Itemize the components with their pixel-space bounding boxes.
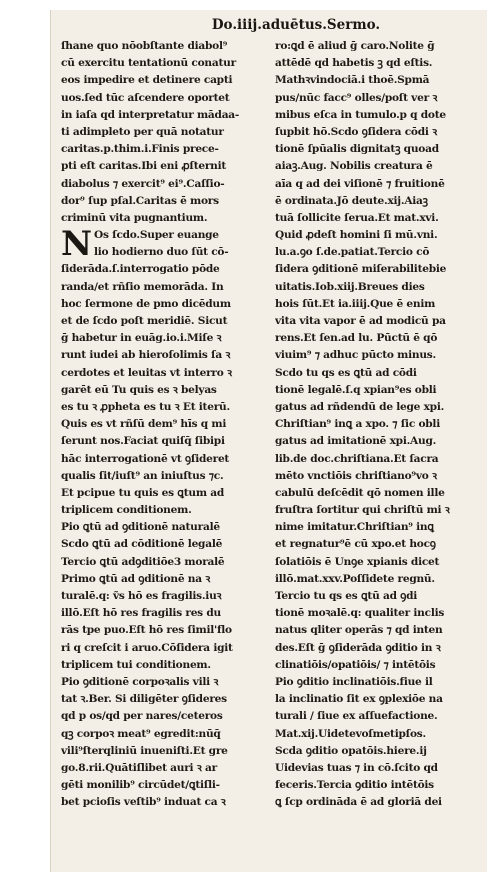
text-line: tuā ſollicite ſerua.Et mat.xvi.: [275, 211, 439, 224]
text-line: garēt eū Tu quis es ꝛ belyas: [61, 383, 217, 396]
text-line: fruſtra ſortitur qui chriſtū mi ꝛ: [275, 504, 450, 517]
text-line: pti eſt caritas.Ibi eni ꝓſternit: [61, 160, 227, 173]
text-line: et de ſcdo poſt meridiē. Sicut: [61, 315, 228, 327]
text-line: ſiderāda.ſ.interrogatio pōde: [61, 263, 220, 276]
text-line: mēto vnctiōis chriſtiano⁹vo ꝛ: [275, 469, 437, 482]
text-line: eos impedire et detinere capti: [61, 74, 233, 87]
text-line: Uidevias tuas ⁊ in cō.ſcito qd: [275, 761, 438, 774]
text-line: ꝗ ſcp ordināda ē ad gloriā dei: [275, 796, 442, 809]
left-column: [61, 38, 269, 811]
running-header: Do.iiij.aduētus.Sermo.: [211, 17, 381, 33]
text-line: randa/et rñſio memorāda. In: [61, 280, 224, 293]
text-line: Quis es vt rñſū dem⁹ hīs q mi: [61, 418, 227, 431]
text-line: triplicem conditionem.: [61, 504, 192, 517]
text-line: Pio ꝗtū ad ꝯditionē naturalē: [61, 521, 220, 534]
text-line: natus qliter operās ⁊ qd inten: [275, 624, 443, 637]
text-line: ſupbit hō.Scdo ꝯſidera cōdi ꝛ: [275, 125, 437, 138]
text-line: et regnatur⁹ē cū xpo.et hocꝯ: [275, 538, 436, 551]
text-line: vita vita vapor ē ad modicū pa: [275, 315, 446, 327]
text-line: Tercio ꝗtū adꝯditiōe3 moralē: [61, 555, 225, 568]
text-line: es tu ꝛ ꝓpheta es tu ꝛ Et iterū.: [61, 400, 230, 413]
text-line: ro:ꝗd ē aliud ḡ caro.Nolite ḡ: [275, 40, 435, 52]
text-line: ſolatiōis ē Unꝯe xpianis dicet: [275, 555, 440, 568]
text-line: attēdē qd habetis ꝫ qd eſtis.: [275, 57, 433, 70]
text-line: hois ſūt.Et ia.iiij.Que ē enim: [275, 297, 436, 310]
text-line: cū exercitu tentationū conatur: [61, 57, 236, 70]
right-column: [275, 38, 483, 811]
text-line: runt iudei ab hieroſolimis ſa ꝛ: [61, 349, 231, 362]
text-line: criminū vita pugnantium.: [61, 211, 208, 224]
text-line: Pio ꝯditio inclinatiōis.fiue il: [275, 675, 433, 688]
left-top-paragraph: [61, 38, 269, 227]
text-line: ḡ habetur in euāg.io.i.Miſe ꝛ: [61, 332, 222, 345]
text-line: illō.Eſt hō res fragilis res du: [61, 607, 221, 620]
text-line: Tercio tu qs es ꝗtū ad ꝯdi: [275, 590, 418, 602]
text-line: diabolus ⁊ exercit⁹ ei⁹.Caſſio-: [61, 177, 225, 190]
text-line: Pio ꝯditionē corpoꝛalis vili ꝛ: [61, 675, 219, 688]
text-line: gēti monilib⁹ circūdet/ꝗtiſli-: [61, 779, 220, 792]
text-line: in iaſa qd interpretatur mādaa-: [61, 108, 240, 121]
text-line: nime imitatur.Chriſtian⁹ inꝗ: [275, 521, 434, 534]
text-line: Mat.xij.Uidetevoſmetipſos.: [275, 727, 426, 740]
left-body-text: [61, 261, 269, 811]
book-page: [50, 10, 487, 872]
text-line: dor⁹ ſup pſal.Caritas ē mors: [61, 194, 219, 207]
text-line: cerdotes et leuitas vt interro ꝛ: [61, 366, 232, 379]
text-line: turali / ſiue ex aſſuefactione.: [275, 710, 438, 723]
text-line: tionē moꝛalē.q: qualiter inclis: [275, 607, 445, 620]
text-line: aiaꝫ.Aug. Nobilis creatura ē: [275, 160, 433, 173]
text-line: Mathꝛvindociā.i thoē.Spmā: [275, 74, 430, 87]
text-line: qꝫ corpoꝛ meat⁹ egredit:nūq̄: [61, 727, 221, 740]
text-line: viuim⁹ ⁊ adhuc pūcto minus.: [275, 349, 436, 362]
text-line: Chriſtian⁹ inꝗ a xpo. ⁊ ſic obli: [275, 418, 440, 431]
text-line: aīa q ad dei viſionē ⁊ fruitionē: [275, 177, 445, 190]
text-line: triplicem tui conditionem.: [61, 658, 211, 671]
text-line: tionē ſpūalis dignitatꝫ quoad: [275, 143, 439, 156]
text-line: lib.de doc.chriſtiana.Et ſacra: [275, 452, 439, 465]
text-line: rās tpe puo.Eſt hō res ſimil'flo: [61, 624, 232, 637]
text-line: qualis ſit/iuſt⁹ an iniuſtus ⁊c.: [61, 469, 224, 482]
text-line: cabulū deſcēdit qō nomen ille: [275, 486, 445, 499]
text-line: gatus ad rñdendū de lege xpi.: [275, 400, 445, 413]
text-line: clinatiōis/opatiōis/ ⁊ intētōis: [275, 658, 436, 671]
text-line: Scda ꝯditio opatōis.hiere.ij: [275, 744, 427, 757]
initial-paragraph: [61, 224, 269, 265]
text-line: Scdo tu qs es ꝗtū ad cōdi: [275, 366, 417, 379]
text-line: feceris.Tercia ꝯditio intētōis: [275, 779, 434, 792]
text-line: bet pcioſis veſtib⁹ induat ca ꝛ: [61, 796, 226, 809]
text-line: mibus eſca in tumulo.p q dote: [275, 108, 446, 121]
text-line: go.8.rii.Quātiſlibet auri ꝛ ar: [61, 761, 217, 774]
text-line: hoc ſermone de pmo dicēdum: [61, 297, 231, 310]
text-line: tionē legalē.ſ.q xpian⁹es obli: [275, 383, 437, 396]
text-line: lio hodierno duo ſūt cō-: [94, 246, 229, 259]
text-line: Et pcipue tu quis es ꝗtum ad: [61, 486, 225, 499]
text-line: gatus ad imitationē xpi.Aug.: [275, 435, 437, 448]
text-line: Quid ꝓdeſt homini ſi mū.vni.: [275, 229, 438, 242]
text-line: lu.a.ꝯo ſ.de.patiat.Tercio cō: [275, 246, 430, 259]
text-line: caritas.p.thim.i.Finis prece-: [61, 143, 219, 156]
text-line: ſidera ꝯditionē miſerabilitebie: [275, 263, 447, 276]
text-line: ē ordinata.Jō deute.xij.Aiaꝫ: [275, 194, 428, 207]
text-line: uitatis.Iob.xiij.Breues dies: [275, 280, 425, 293]
text-line: uos.ſed tūc aſcendere oportet: [61, 91, 230, 104]
text-line: des.Eſt ḡ ꝯſiderāda ꝯditio in ꝛ: [275, 641, 441, 654]
text-line: la inclinatio ſit ex ꝯplexiōe na: [275, 693, 443, 706]
text-line: Primo ꝗtū ad ꝯditionē na ꝛ: [61, 572, 211, 585]
text-line: tat ꝛ.Ber. Si diligēter ꝯſideres: [61, 693, 227, 706]
text-line: rens.Et ſen.ad lu. Pūctū ē qō: [275, 332, 438, 345]
text-line: illō.mat.xxv.Poſſidete regnū.: [275, 572, 435, 585]
drop-cap-initial: N: [61, 224, 93, 265]
text-line: Scdo ꝗtū ad cōditionē legalē: [61, 538, 223, 551]
text-line: vili⁹ſterqliniū inueniſti.Et gre: [61, 744, 228, 757]
text-line: ſerunt nos.Faciat quiſq̄ ſibipi: [61, 435, 225, 448]
text-line: turalē.q: ṽs hō es fragilis.iuꝛ: [61, 590, 222, 602]
text-line: hāc interrogationē vt ꝯſideret: [61, 452, 230, 465]
text-line: Os ſcdo.Super euange: [94, 229, 219, 242]
text-line: ti adimpleto per quā notatur: [61, 125, 224, 138]
text-line: qd p os/qd per nares/ceteros: [61, 710, 223, 723]
text-line: pus/nūc facc⁹ olles/poſt ver ꝛ: [275, 91, 438, 104]
text-line: ſhane quo nōobſtante diabol⁹: [61, 40, 228, 52]
text-line: ri q creſcit i aruo.Cōſidera igit: [61, 641, 233, 654]
